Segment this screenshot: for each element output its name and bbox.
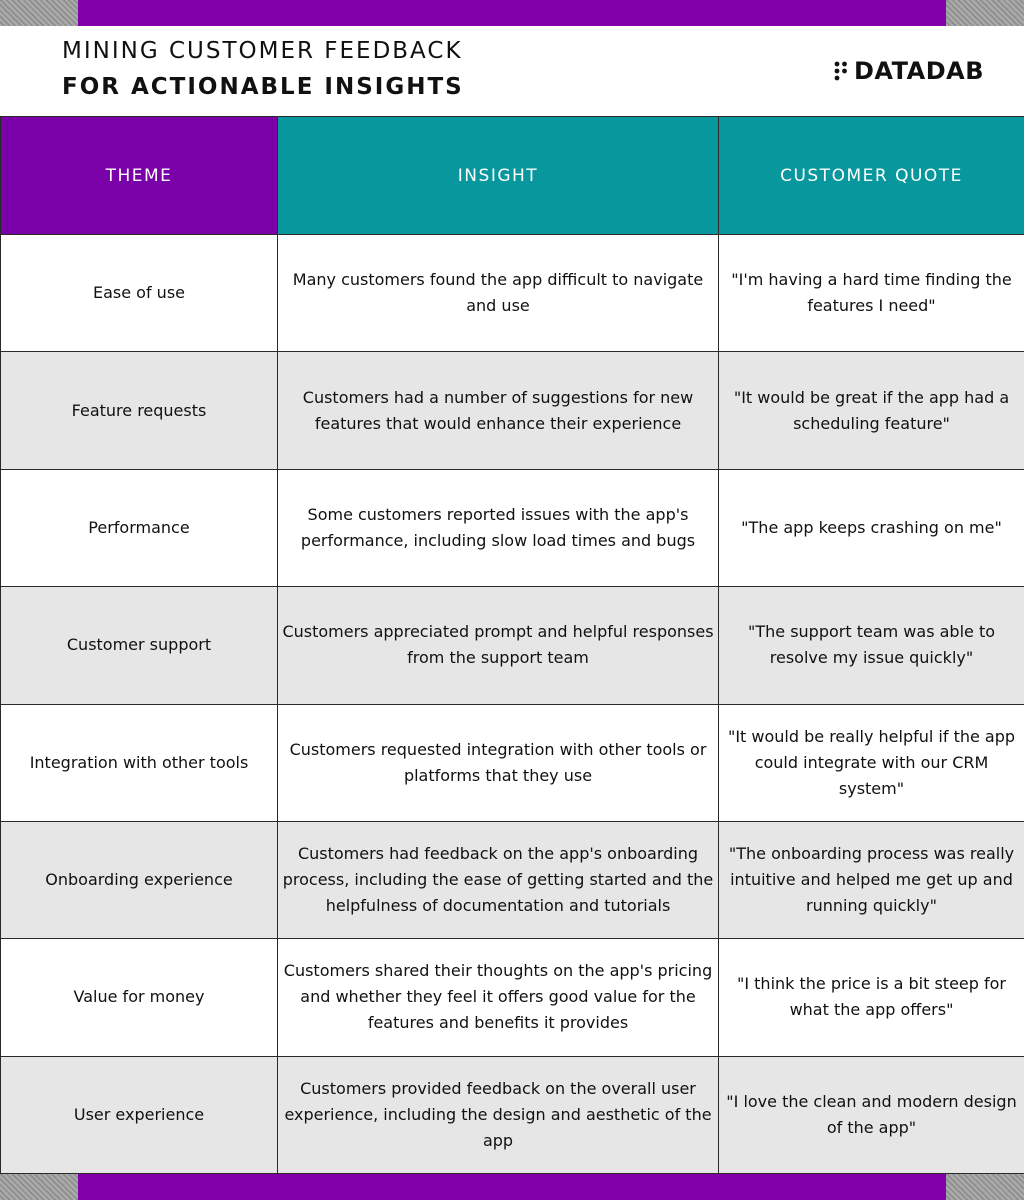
quote-cell: "It would be great if the app had a scheduling feature" xyxy=(719,352,1024,469)
insight-cell: Customers requested integration with other tools or platforms that they use xyxy=(278,704,719,821)
page-title-line1: MINING CUSTOMER FEEDBACK xyxy=(62,38,463,64)
theme-cell: Value for money xyxy=(1,939,278,1056)
theme-cell: Ease of use xyxy=(1,235,278,352)
table-row xyxy=(1,469,1024,586)
quote-cell: "The app keeps crashing on me" xyxy=(719,469,1024,586)
table-row xyxy=(1,235,1024,352)
header-theme: THEME xyxy=(1,117,278,235)
table-row xyxy=(1,352,1024,469)
datadab-logo xyxy=(834,56,984,86)
quote-cell: "I'm having a hard time finding the features I need" xyxy=(719,235,1024,352)
theme-cell: Feature requests xyxy=(1,352,278,469)
insights-table xyxy=(0,116,1024,1174)
table-row xyxy=(1,587,1024,704)
bottom-decorative-bar xyxy=(0,1174,1024,1200)
theme-cell: Onboarding experience xyxy=(1,821,278,938)
header-insight: INSIGHT xyxy=(278,117,719,235)
theme-cell: User experience xyxy=(1,1056,278,1173)
bottom-purple-band xyxy=(78,1174,946,1200)
insight-cell: Customers had feedback on the app's onboarding process, including the ease of getting started and the helpfulness of documentation and tutorials xyxy=(278,821,719,938)
top-purple-band xyxy=(78,0,946,26)
bottom-left-stripe xyxy=(0,1174,78,1200)
header-customer-quote: CUSTOMER QUOTE xyxy=(719,117,1024,235)
insight-cell: Customers had a number of suggestions for new features that would enhance their experience xyxy=(278,352,719,469)
insight-cell: Customers shared their thoughts on the app's pricing and whether they feel it offers good value for the features and benefits it provides xyxy=(278,939,719,1056)
table-row xyxy=(1,821,1024,938)
theme-cell: Integration with other tools xyxy=(1,704,278,821)
quote-cell: "It would be really helpful if the app could integrate with our CRM system" xyxy=(719,704,1024,821)
insight-cell: Customers provided feedback on the overall user experience, including the design and aesthetic of the app xyxy=(278,1056,719,1173)
logo-text: DATADAB xyxy=(854,57,985,85)
table-row xyxy=(1,939,1024,1056)
quote-cell: "The support team was able to resolve my issue quickly" xyxy=(719,587,1024,704)
table-row xyxy=(1,704,1024,821)
quote-cell: "I think the price is a bit steep for what the app offers" xyxy=(719,939,1024,1056)
insight-cell: Some customers reported issues with the app's performance, including slow load times and bugs xyxy=(278,469,719,586)
bottom-right-stripe xyxy=(946,1174,1024,1200)
theme-cell: Customer support xyxy=(1,587,278,704)
theme-cell: Performance xyxy=(1,469,278,586)
table-header-row xyxy=(1,117,1024,235)
quote-cell: "The onboarding process was really intuitive and helped me get up and running quickly" xyxy=(719,821,1024,938)
quote-cell: "I love the clean and modern design of the app" xyxy=(719,1056,1024,1173)
top-left-stripe xyxy=(0,0,78,26)
insight-cell: Many customers found the app difficult to navigate and use xyxy=(278,235,719,352)
top-decorative-bar xyxy=(0,0,1024,26)
insight-cell: Customers appreciated prompt and helpful responses from the support team xyxy=(278,587,719,704)
table-row xyxy=(1,1056,1024,1173)
page-title-line2: FOR ACTIONABLE INSIGHTS xyxy=(62,74,464,100)
top-right-stripe xyxy=(946,0,1024,26)
dots-logo-icon xyxy=(834,60,848,82)
